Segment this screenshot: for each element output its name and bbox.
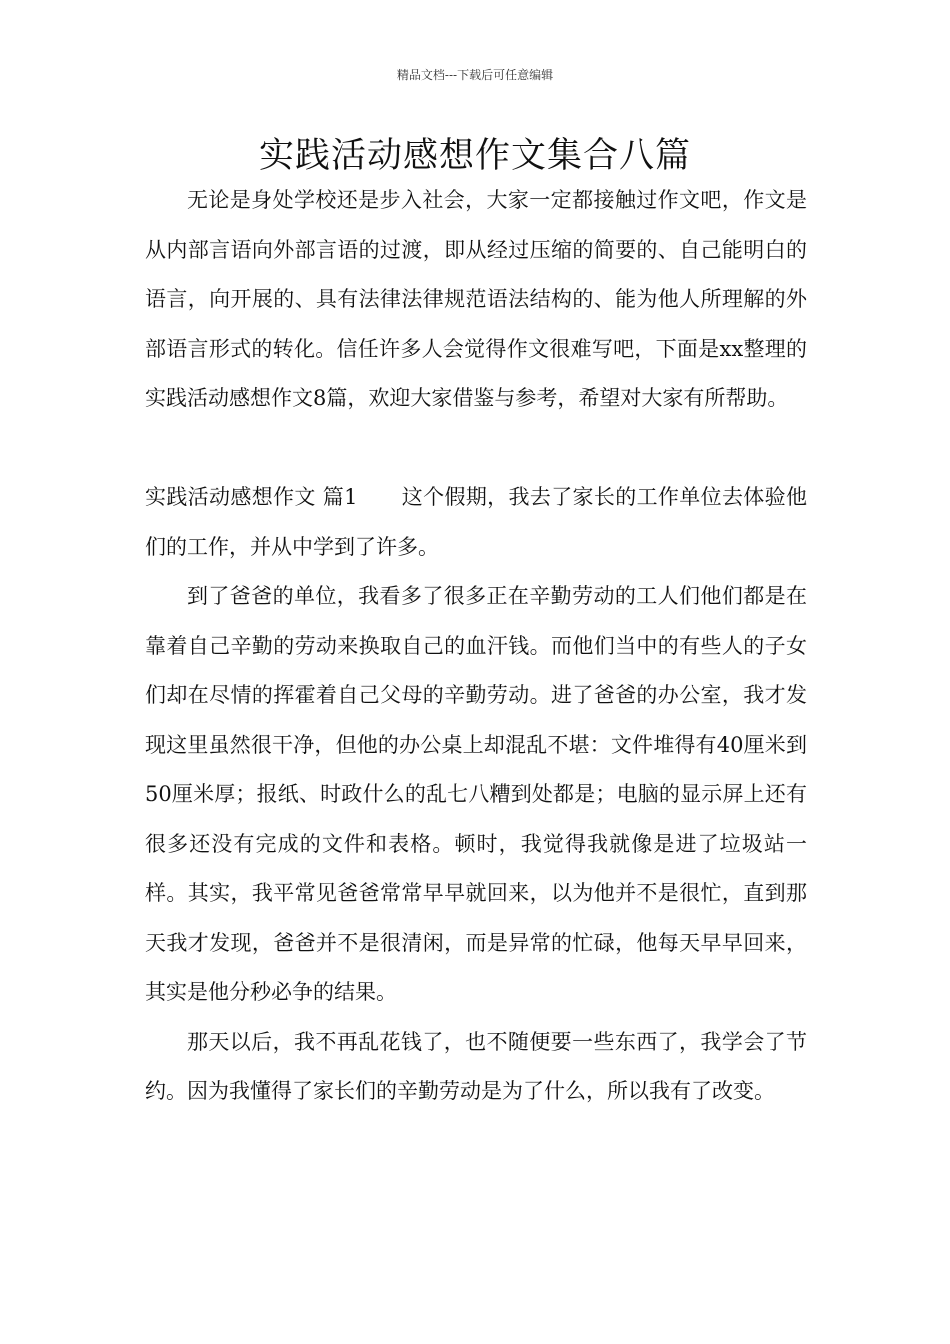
- section1-heading: 实践活动感想作文 篇1: [145, 485, 358, 509]
- intro-paragraph: 无论是身处学校还是步入社会，大家一定都接触过作文吧，作文是从内部言语向外部言语的过渡，即从经过压缩的简要的、自己能明白的语言，向开展的、具有法律法律规范语法结构的、能为他人所理解的外部语言形式的转化。信任许多人会觉得作文很难写吧，下面是xx整理的实践活动感想作文8篇，欢迎大家借鉴与参考，希望对大家有所帮助。: [145, 188, 807, 410]
- section1-first-line: 这个假期，我去了家长的工作单位去体验他们的工作，并从中学到了许多。: [145, 485, 807, 559]
- document-body: [145, 176, 807, 1117]
- section1-paragraph-3: 那天以后，我不再乱花钱了，也不随便要一些东西了，我学会了节约。因为我懂得了家长们的辛勤劳动是为了什么，所以我有了改变。: [145, 1029, 807, 1103]
- document-title: 实践活动感想作文集合八篇: [258, 136, 691, 176]
- section1-first-paragraph: [145, 473, 807, 572]
- header-note: 精品文档---下载后可任意编辑: [396, 68, 554, 82]
- paragraph-gap: [145, 424, 807, 474]
- section1-paragraph-2: 到了爸爸的单位，我看多了很多正在辛勤劳动的工人们他们都是在靠着自己辛勤的劳动来换取自己的血汗钱。而他们当中的有些人的子女们却在尽情的挥霍着自己父母的辛勤劳动。进了爸爸的办公室，我才发现这里虽然很干净，但他的办公桌上却混乱不堪：文件堆得有40厘米到50厘米厚；报纸、时政什么的乱七八糟到处都是；电脑的显示屏上还有很多还没有完成的文件和表格。顿时，我觉得我就像是进了垃圾站一样。其实，我平常见爸爸常常早早就回来，以为他并不是很忙，直到那天我才发现，爸爸并不是很清闲，而是异常的忙碌，他每天早早回来，其实是他分秒必争的结果。: [145, 584, 807, 1004]
